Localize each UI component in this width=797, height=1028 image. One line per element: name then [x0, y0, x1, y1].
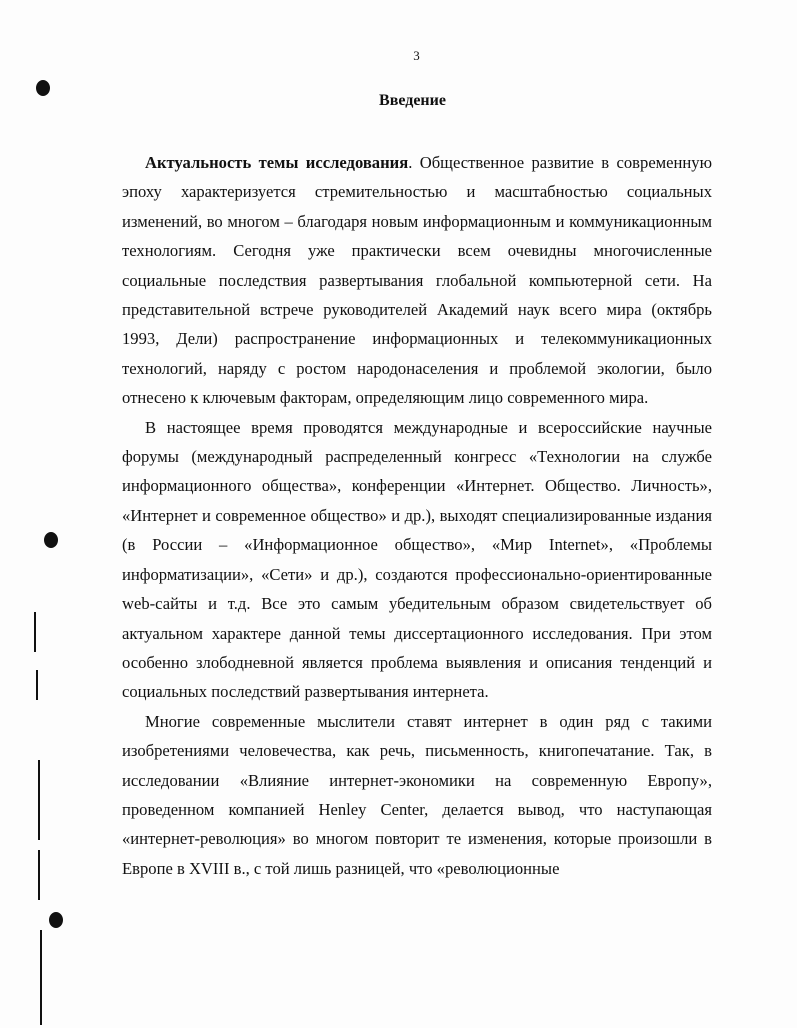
binder-hole-middle: [44, 532, 58, 548]
scan-edge-line: [40, 930, 42, 1025]
paragraph-3: [122, 707, 712, 883]
paragraph-text: . Общественное развитие в современную эпоху характеризуется стремительностью и масштабностью социальных изменений, во многом – благодаря новым информационным и коммуникационным технологиям. Сегодня уже практически всем очевидны многочисленные социальные последствия развертывания глобальной компьютерной сети. На представительной встрече руководителей Академий наук всего мира (октябрь 1993, Дели) распространение информационных и телекоммуникационных технологий, наряду с ростом народонаселения и проблемой экологии, было отнесено к ключевым факторам, определяющим лицо современного мира.: [122, 153, 712, 408]
scan-edge-line: [38, 760, 40, 840]
paragraph-2: [122, 413, 712, 707]
paragraph-text: Многие современные мыслители ставят интернет в один ряд с такими изобретениями человечества, как речь, письменность, книгопечатание. Так, в исследовании «Влияние интернет-экономики на современную Европу», проведенном компанией Henley Center, делается вывод, что наступающая «интернет-революция» во многом повторит те изменения, которые произошли в Европе в XVIII в., с той лишь разницей, что «революционные: [122, 711, 712, 878]
scan-edge-line: [36, 670, 38, 700]
paragraph-1: [122, 148, 712, 413]
paragraph-text: В настоящее время проводятся международные и всероссийские научные форумы (международный распределенный конгресс «Технологии на службе информационного общества», конференции «Интернет. Общество. Личность», «Интернет и современное общество» и др.), выходят специализированные издания (в России – «Информационное общество», «Мир Internet», «Проблемы информатизации», «Сети» и др.), создаются профессионально-ориентированные web-сайты и т.д. Все это самым убедительным образом свидетельствует об актуальном характере данной темы диссертационного исследования. При этом особенно злободневной является проблема выявления и описания тенденций и социальных последствий развертывания интернета.: [122, 417, 712, 702]
page-title: Введение: [379, 92, 446, 109]
binder-hole-top: [36, 80, 50, 96]
page-number: 3: [413, 48, 420, 63]
paragraph-lead: Актуальность темы исследования: [145, 153, 409, 172]
body-text: [122, 148, 712, 883]
scan-edge-line: [34, 612, 36, 652]
binder-hole-bottom: [49, 912, 63, 928]
scan-edge-line: [38, 850, 40, 900]
